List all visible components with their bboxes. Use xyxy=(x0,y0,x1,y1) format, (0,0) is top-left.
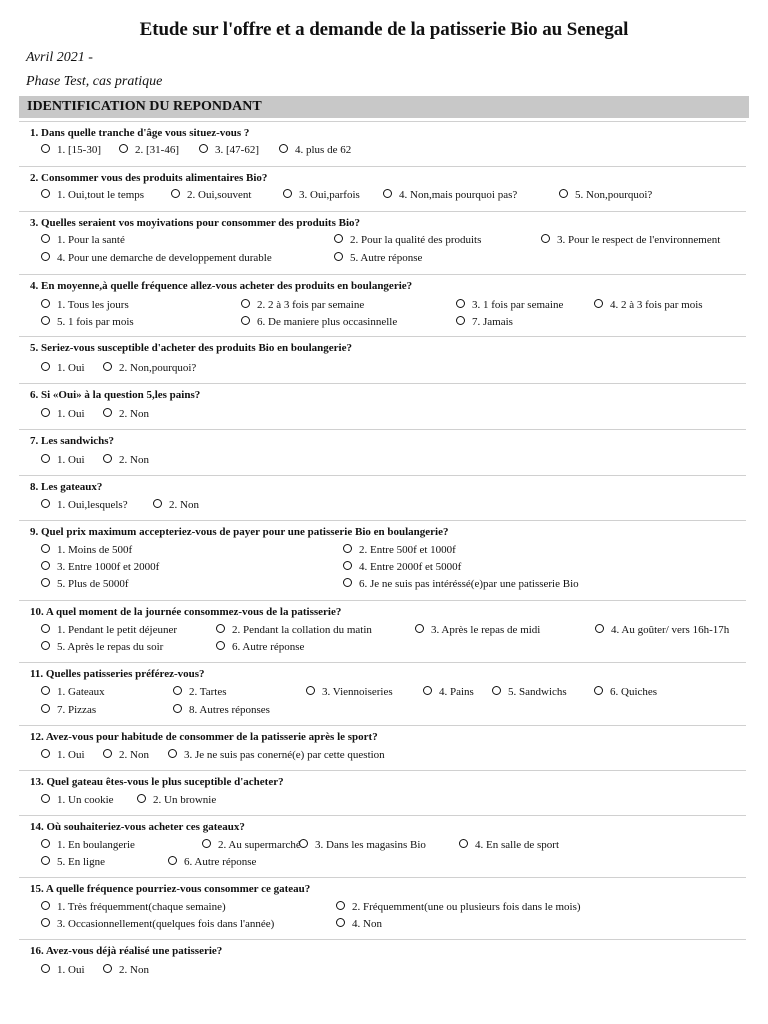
option-label: 4. Pour une demarche de developpement durable xyxy=(57,252,272,264)
option-label: 6. Quiches xyxy=(610,686,658,698)
document-phase: Phase Test, cas pratique xyxy=(26,74,163,89)
answer-option[interactable] xyxy=(383,189,517,202)
answer-option[interactable] xyxy=(103,362,196,375)
answer-option[interactable] xyxy=(41,686,105,699)
question-14 xyxy=(19,815,746,878)
radio-circle-icon[interactable] xyxy=(216,641,225,650)
radio-circle-icon[interactable] xyxy=(41,794,50,803)
option-label: 1. Oui xyxy=(57,964,85,976)
option-label: 2. Pendant la collation du matin xyxy=(232,624,372,636)
option-label: 5. 1 fois par mois xyxy=(57,316,134,328)
answer-option[interactable] xyxy=(199,144,259,157)
answer-option[interactable] xyxy=(171,189,251,202)
answer-option[interactable] xyxy=(168,749,385,762)
answer-option[interactable] xyxy=(137,794,216,807)
radio-circle-icon[interactable] xyxy=(103,749,112,758)
question-title: 14. Où souhaiteriez-vous acheter ces gateaux? xyxy=(30,821,245,833)
radio-circle-icon[interactable] xyxy=(41,252,50,261)
radio-circle-icon[interactable] xyxy=(306,686,315,695)
answer-option[interactable] xyxy=(283,189,360,202)
answer-option[interactable] xyxy=(216,641,304,654)
radio-circle-icon[interactable] xyxy=(41,561,50,570)
question-title: 4. En moyenne,à quelle fréquence allez-vous acheter des produits en boulangerie? xyxy=(30,280,413,292)
answer-option[interactable] xyxy=(202,839,301,852)
option-label: 3. Entre 1000f et 2000f xyxy=(57,561,160,573)
question-title: 16. Avez-vous déjà réalisé une patisserie? xyxy=(30,945,223,957)
radio-circle-icon[interactable] xyxy=(119,144,128,153)
answer-option[interactable] xyxy=(41,362,85,375)
option-label: 6. Autre réponse xyxy=(184,856,257,868)
question-4 xyxy=(19,274,746,337)
answer-option[interactable] xyxy=(41,624,177,637)
answer-option[interactable] xyxy=(216,624,372,637)
answer-option[interactable] xyxy=(173,686,227,699)
answer-option[interactable] xyxy=(103,454,149,467)
radio-circle-icon[interactable] xyxy=(336,901,345,910)
section-header: IDENTIFICATION DU REPONDANT xyxy=(19,96,749,118)
question-10 xyxy=(19,600,746,663)
radio-circle-icon[interactable] xyxy=(279,144,288,153)
answer-option[interactable] xyxy=(41,964,85,977)
radio-circle-icon[interactable] xyxy=(241,316,250,325)
option-label: 1. Très fréquemment(chaque semaine) xyxy=(57,901,226,913)
radio-circle-icon[interactable] xyxy=(41,316,50,325)
option-label: 7. Jamais xyxy=(472,316,513,328)
answer-option[interactable] xyxy=(595,624,729,637)
answer-option[interactable] xyxy=(279,144,351,157)
answer-option[interactable] xyxy=(336,918,382,931)
option-label: 6. Autre réponse xyxy=(232,641,305,653)
answer-option[interactable] xyxy=(456,316,513,329)
document-title: Etude sur l'offre et a demande de la patisserie Bio au Senegal xyxy=(139,19,629,40)
answer-option[interactable] xyxy=(41,839,135,852)
answer-option[interactable] xyxy=(41,189,144,202)
question-title: 7. Les sandwichs? xyxy=(30,435,115,447)
radio-circle-icon[interactable] xyxy=(383,189,392,198)
option-label: 5. Non,pourquoi? xyxy=(575,189,653,201)
option-label: 3. Dans les magasins Bio xyxy=(315,839,426,851)
option-label: 6. Je ne suis pas intéréssé(e)par une patisserie Bio xyxy=(359,578,579,590)
option-label: 5. En ligne xyxy=(57,856,105,868)
answer-option[interactable] xyxy=(41,749,85,762)
question-16 xyxy=(19,939,746,989)
answer-option[interactable] xyxy=(103,749,149,762)
option-label: 3. Oui,parfois xyxy=(299,189,360,201)
answer-option[interactable] xyxy=(459,839,559,852)
radio-circle-icon[interactable] xyxy=(594,299,603,308)
option-label: 2. 2 à 3 fois par semaine xyxy=(257,299,365,311)
question-title: 8. Les gateaux? xyxy=(30,481,103,493)
option-label: 6. De maniere plus occasinnelle xyxy=(257,316,398,328)
radio-circle-icon[interactable] xyxy=(153,499,162,508)
option-label: 5. Autre réponse xyxy=(350,252,423,264)
option-label: 1. Oui xyxy=(57,749,85,761)
option-label: 3. Occasionnellement(quelques fois dans l'année) xyxy=(57,918,275,930)
option-label: 3. Pour le respect de l'environnement xyxy=(557,234,721,246)
option-label: 1. Un cookie xyxy=(57,794,114,806)
answer-option[interactable] xyxy=(41,918,274,931)
question-15 xyxy=(19,877,746,940)
answer-option[interactable] xyxy=(103,964,149,977)
answer-option[interactable] xyxy=(594,299,703,312)
answer-option[interactable] xyxy=(423,686,474,699)
question-8 xyxy=(19,475,746,521)
question-title: 9. Quel prix maximum accepteriez-vous de payer pour une patisserie Bio en boulangerie? xyxy=(30,526,449,538)
question-9 xyxy=(19,520,746,601)
answer-option[interactable] xyxy=(541,234,720,247)
answer-option[interactable] xyxy=(41,704,96,717)
answer-option[interactable] xyxy=(334,252,422,265)
option-label: 2. Fréquemment(une ou plusieurs fois dans le mois) xyxy=(352,901,581,913)
radio-circle-icon[interactable] xyxy=(41,749,50,758)
question-6 xyxy=(19,383,746,430)
option-label: 1. Pour la santé xyxy=(57,234,125,246)
radio-circle-icon[interactable] xyxy=(137,794,146,803)
question-7 xyxy=(19,429,746,476)
radio-circle-icon[interactable] xyxy=(41,624,50,633)
radio-circle-icon[interactable] xyxy=(41,901,50,910)
radio-circle-icon[interactable] xyxy=(103,408,112,417)
answer-option[interactable] xyxy=(41,856,105,869)
option-label: 2. Tartes xyxy=(189,686,227,698)
question-title: 3. Quelles seraient vos moyivations pour consommer des produits Bio? xyxy=(30,217,361,229)
option-label: 8. Autres réponses xyxy=(189,704,270,716)
question-5 xyxy=(19,336,746,384)
answer-option[interactable] xyxy=(119,144,179,157)
radio-circle-icon[interactable] xyxy=(41,544,50,553)
answer-option[interactable] xyxy=(168,856,256,869)
option-label: 1. Moins de 500f xyxy=(57,544,133,556)
question-title: 1. Dans quelle tranche d'âge vous situez-vous ? xyxy=(30,127,250,139)
radio-circle-icon[interactable] xyxy=(423,686,432,695)
answer-option[interactable] xyxy=(334,234,481,247)
option-label: 3. Après le repas de midi xyxy=(431,624,541,636)
answer-option[interactable] xyxy=(241,299,364,312)
option-label: 7. Pizzas xyxy=(57,704,97,716)
option-label: 2. Pour la qualité des produits xyxy=(350,234,482,246)
answer-option[interactable] xyxy=(415,624,540,637)
radio-circle-icon[interactable] xyxy=(41,641,50,650)
answer-option[interactable] xyxy=(41,901,226,914)
option-label: 1. Oui,lesquels? xyxy=(57,499,128,511)
answer-option[interactable] xyxy=(41,299,129,312)
question-1 xyxy=(19,121,746,167)
radio-circle-icon[interactable] xyxy=(41,704,50,713)
radio-circle-icon[interactable] xyxy=(173,686,182,695)
option-label: 2. Oui,souvent xyxy=(187,189,252,201)
radio-circle-icon[interactable] xyxy=(216,624,225,633)
answer-option[interactable] xyxy=(103,408,149,421)
answer-option[interactable] xyxy=(456,299,563,312)
option-label: 2. Entre 500f et 1000f xyxy=(359,544,456,556)
answer-option[interactable] xyxy=(41,578,129,591)
answer-option[interactable] xyxy=(41,641,163,654)
radio-circle-icon[interactable] xyxy=(41,189,50,198)
option-label: 4. 2 à 3 fois par mois xyxy=(610,299,703,311)
radio-circle-icon[interactable] xyxy=(41,499,50,508)
radio-circle-icon[interactable] xyxy=(41,839,50,848)
answer-option[interactable] xyxy=(41,144,101,157)
question-title: 5. Seriez-vous susceptible d'acheter des produits Bio en boulangerie? xyxy=(30,342,352,354)
radio-circle-icon[interactable] xyxy=(241,299,250,308)
option-label: 5. Après le repas du soir xyxy=(57,641,164,653)
option-label: 3. 1 fois par semaine xyxy=(472,299,564,311)
option-label: 3. [47-62] xyxy=(215,144,259,156)
radio-circle-icon[interactable] xyxy=(456,316,465,325)
radio-circle-icon[interactable] xyxy=(336,918,345,927)
option-label: 1. Pendant le petit déjeuner xyxy=(57,624,178,636)
radio-circle-icon[interactable] xyxy=(103,964,112,973)
question-title: 2. Consommer vous des produits alimentaires Bio? xyxy=(30,172,268,184)
radio-circle-icon[interactable] xyxy=(41,918,50,927)
radio-circle-icon[interactable] xyxy=(202,839,211,848)
option-label: 1. Oui,tout le temps xyxy=(57,189,145,201)
option-label: 4. plus de 62 xyxy=(295,144,352,156)
answer-option[interactable] xyxy=(41,499,128,512)
option-label: 5. Plus de 5000f xyxy=(57,578,129,590)
option-label: 2. [31-46] xyxy=(135,144,179,156)
radio-circle-icon[interactable] xyxy=(41,408,50,417)
option-label: 1. Oui xyxy=(57,362,85,374)
answer-option[interactable] xyxy=(41,408,85,421)
radio-circle-icon[interactable] xyxy=(41,299,50,308)
radio-circle-icon[interactable] xyxy=(41,144,50,153)
radio-circle-icon[interactable] xyxy=(343,544,352,553)
option-label: 3. Viennoiseries xyxy=(322,686,393,698)
radio-circle-icon[interactable] xyxy=(41,362,50,371)
question-title: 13. Quel gateau êtes-vous le plus suceptible d'acheter? xyxy=(30,776,284,788)
radio-circle-icon[interactable] xyxy=(343,561,352,570)
radio-circle-icon[interactable] xyxy=(173,704,182,713)
radio-circle-icon[interactable] xyxy=(171,189,180,198)
option-label: 2. Non xyxy=(169,499,199,511)
question-11 xyxy=(19,662,746,726)
radio-circle-icon[interactable] xyxy=(103,454,112,463)
option-label: 4. Non xyxy=(352,918,382,930)
option-label: 2. Au supermarché xyxy=(218,839,301,851)
radio-circle-icon[interactable] xyxy=(595,624,604,633)
option-label: 1. [15-30] xyxy=(57,144,101,156)
radio-circle-icon[interactable] xyxy=(283,189,292,198)
answer-option[interactable] xyxy=(306,686,393,699)
answer-option[interactable] xyxy=(41,316,134,329)
radio-circle-icon[interactable] xyxy=(459,839,468,848)
radio-circle-icon[interactable] xyxy=(41,964,50,973)
option-label: 2. Non xyxy=(119,408,149,420)
answer-option[interactable] xyxy=(343,544,456,557)
option-label: 1. Oui xyxy=(57,454,85,466)
option-label: 5. Sandwichs xyxy=(508,686,567,698)
answer-option[interactable] xyxy=(153,499,199,512)
radio-circle-icon[interactable] xyxy=(334,252,343,261)
option-label: 1. Oui xyxy=(57,408,85,420)
answer-option[interactable] xyxy=(173,704,270,717)
radio-circle-icon[interactable] xyxy=(41,578,50,587)
option-label: 2. Non xyxy=(119,454,149,466)
answer-option[interactable] xyxy=(41,544,132,557)
answer-option[interactable] xyxy=(41,252,272,265)
answer-option[interactable] xyxy=(492,686,567,699)
option-label: 4. Pains xyxy=(439,686,474,698)
answer-option[interactable] xyxy=(41,234,125,247)
question-title: 12. Avez-vous pour habitude de consommer de la patisserie après le sport? xyxy=(30,731,378,743)
radio-circle-icon[interactable] xyxy=(41,856,50,865)
radio-circle-icon[interactable] xyxy=(103,362,112,371)
radio-circle-icon[interactable] xyxy=(168,749,177,758)
option-label: 4. Au goûter/ vers 16h-17h xyxy=(611,624,730,636)
radio-circle-icon[interactable] xyxy=(41,686,50,695)
radio-circle-icon[interactable] xyxy=(199,144,208,153)
question-title: 15. A quelle fréquence pourriez-vous consommer ce gateau? xyxy=(30,883,311,895)
answer-option[interactable] xyxy=(343,578,579,591)
radio-circle-icon[interactable] xyxy=(559,189,568,198)
radio-circle-icon[interactable] xyxy=(299,839,308,848)
answer-option[interactable] xyxy=(41,561,159,574)
option-label: 4. En salle de sport xyxy=(475,839,560,851)
radio-circle-icon[interactable] xyxy=(541,234,550,243)
option-label: 4. Non,mais pourquoi pas? xyxy=(399,189,518,201)
radio-circle-icon[interactable] xyxy=(492,686,501,695)
question-title: 10. A quel moment de la journée consommez-vous de la patisserie? xyxy=(30,606,342,618)
option-label: 1. En boulangerie xyxy=(57,839,135,851)
question-2 xyxy=(19,166,746,212)
question-3 xyxy=(19,211,746,275)
option-label: 3. Je ne suis pas conerné(e) par cette question xyxy=(184,749,385,761)
answer-option[interactable] xyxy=(41,794,114,807)
answer-option[interactable] xyxy=(41,454,85,467)
answer-option[interactable] xyxy=(559,189,652,202)
answer-option[interactable] xyxy=(241,316,397,329)
answer-option[interactable] xyxy=(343,561,461,574)
option-label: 4. Entre 2000f et 5000f xyxy=(359,561,462,573)
option-label: 2. Non xyxy=(119,749,149,761)
radio-circle-icon[interactable] xyxy=(456,299,465,308)
answer-option[interactable] xyxy=(336,901,581,914)
question-title: 11. Quelles patisseries préférez-vous? xyxy=(30,668,205,680)
question-title: 6. Si «Oui» à la question 5,les pains? xyxy=(30,389,201,401)
document-date: Avril 2021 - xyxy=(26,50,93,65)
radio-circle-icon[interactable] xyxy=(594,686,603,695)
question-13 xyxy=(19,770,746,816)
radio-circle-icon[interactable] xyxy=(168,856,177,865)
answer-option[interactable] xyxy=(594,686,657,699)
radio-circle-icon[interactable] xyxy=(415,624,424,633)
radio-circle-icon[interactable] xyxy=(41,234,50,243)
radio-circle-icon[interactable] xyxy=(343,578,352,587)
answer-option[interactable] xyxy=(299,839,426,852)
radio-circle-icon[interactable] xyxy=(41,454,50,463)
option-label: 1. Gateaux xyxy=(57,686,105,698)
question-12 xyxy=(19,725,746,771)
option-label: 2. Un brownie xyxy=(153,794,217,806)
option-label: 1. Tous les jours xyxy=(57,299,129,311)
radio-circle-icon[interactable] xyxy=(334,234,343,243)
option-label: 2. Non,pourquoi? xyxy=(119,362,197,374)
option-label: 2. Non xyxy=(119,964,149,976)
